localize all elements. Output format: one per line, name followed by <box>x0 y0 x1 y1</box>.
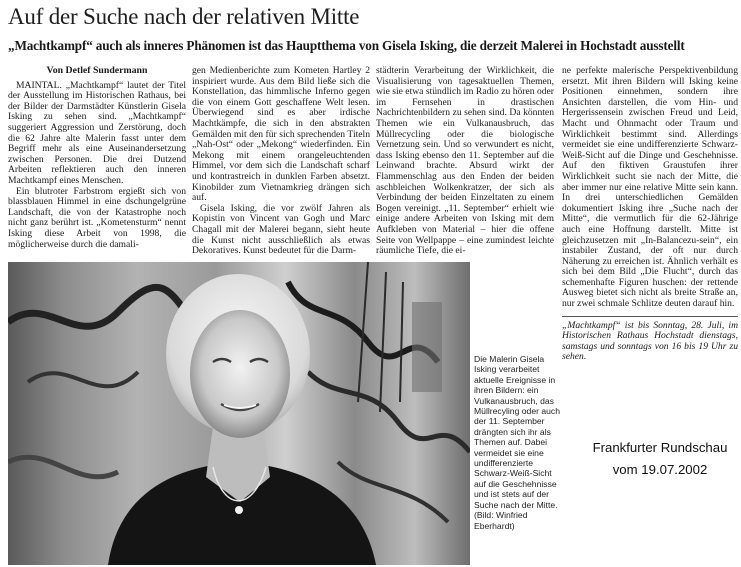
paragraph: MAINTAL. „Machtkampf“ lautet der Titel der Ausstellung im Historischen Rathaus, bei der Bilder der Darmstädter Künstlerin Gisela Isking zu sehen sind. „Machtkampf“ suggeriert Aggression und Zerstörung, doch die 62 Jahre alte Malerin fasst unter dem Begriff mehr als eine Auseinandersetzung zwischen Personen. Die drei Dutzend Arbeiten reflektieren auch den inneren Machtkampf eines Menschen. <box>8 79 186 186</box>
source-publication: Frankfurter Rundschau <box>592 440 728 455</box>
paragraph: städterin Verarbeitung der Wirklichkeit, die Visualisierung von tagesaktuellen Themen, wie sie etwa stündlich im Radio zu hören oder im Fernsehen in drastischen Nachrichtenbildern zu sehen sind. Da könnten Themen wie ein Vulkanausbruch, das Müllrecycling oder die biologische Vernetzung sein. Und so verwundert es nicht, dass Isking ebenso den 11. September auf die Leinwand brachte. Absurd wirkt der Flammenschlag aus den Enden der beiden aschbleichen Wolkenkratzer, der sich als Verbindung der beiden Einzeltaten zu einem Bogen vereinigt. „11. September“ erhielt wie einige andere Arbeiten von Isking mit dem Aufkleben von Material – hier die offene Seite von Wellpappe – eine zumindest leichte räumliche Tiefe, die ei- <box>376 66 554 257</box>
headline: Auf der Suche nach der relativen Mitte <box>8 4 360 29</box>
artist-photo <box>8 262 470 565</box>
subheadline: „Machtkampf“ auch als inneres Phänomen ist das Hauptthema von Gisela Isking, die derzeit Malerei in Hochstadt ausstellt <box>8 38 685 53</box>
article-column-1 <box>8 66 186 250</box>
paragraph: gen Medienberichte zum Kometen Hartley 2 inspiriert wurde. Aus dem Bild ließe sich die Konstellation, das himmlische Inferno gegen die von einem Gott geschaffene Welt lesen. Überwiegend sind es aber irdische Machtkämpfe, die sich in den abstrakten Gemälden mit den für sich sprechenden Titeln „Nah-Ost“ oder „Mekong“ wiederfinden. Ein Mekong mit einem orangeleuchtenden Himmel, vor dem sich die Landschaft scharf und kontrastreich in dunklen Farben absetzt. Kinobilder zum Vietnamkrieg drängen sich auf. <box>192 66 370 204</box>
paragraph: ne perfekte malerische Perspektivenbildung ersetzt. Mit ihren Bildern will Isking keine Positionen einnehmen, sondern ihre Ansichten darstellen, die vom Hin- und Hergerissensein zwischen Freud und Leid, Macht und Ohnmacht oder Traum und Wirklichkeit bestimmt sind. Allerdings vermeidet sie eine undifferenzierte Schwarz-Weiß-Sicht auf die Dinge und Geschehnisse. Auf den fiktiven Graustufen ihrer Wirklichkeit sucht sie nach der Mitte, die aber immer nur eine relative Mitte sein kann. In drei unterschiedlichen Gemälden dokumentiert Isking ihre „Suche nach der Mitte“, die vermutlich für die 62-Jährige auch eine Hoffnung darstellt. Mitte ist gleichzusetzen mit „In-Balancezu-sein“, ein instabiler Zustand, der oft nur durch Näherung zu erreichen ist. Ähnlich verhält es sich bei dem Bild „Die Flucht“, durch das schemenhafte Figuren huschen: der rettende Ausweg bietet sich nicht als breite Straße an, nur zwei schmale Schlitze deuten darauf hin. <box>562 66 738 310</box>
source-stamp <box>580 437 740 481</box>
byline: Von Detlef Sundermann <box>46 66 148 76</box>
paragraph: Ein blutroter Farbstrom ergießt sich von blassblauen Himmel in eine dschungelgrüne Landschaft, die von der Katastrophe noch nicht ganz berührt ist. „Kometensturm“ nennt Isking diese Arbeit von 1998, die möglicherweise durch die damali- <box>8 185 186 250</box>
article-column-2 <box>192 66 370 257</box>
photo-illustration <box>8 262 470 565</box>
article-column-3 <box>376 66 554 257</box>
source-date: vom 19.07.2002 <box>612 462 708 477</box>
paragraph: Gisela Isking, die vor zwölf Jahren als Kopistin von Vincent van Gogh und Marc Chagall mit der Malerei begann, sieht heute die Kunst nicht ausschließlich als etwas Dekoratives. Kunst bedeutet für die Darm- <box>192 202 370 257</box>
exhibition-note: „Machtkampf“ ist bis Sonntag, 28. Juli, im Historischen Rathaus Hochstadt dienstags, samstags und sonntags von 16 bis 19 Uhr zu sehen. <box>562 316 738 363</box>
photo-caption: Die Malerin Gisela Isking verarbeitet aktuelle Ereignisse in ihren Bildern: ein Vulkanausbruch, das Müllrecyling oder auch der 11. September drängten sich ihr als Themen auf. Dabei vermeidet sie eine undifferenzierte Schwarz-Weiß-Sicht auf die Geschehnisse und ist stets auf der Suche nach der Mitte. (Bild: Winfried Eberhardt) <box>474 354 560 531</box>
article-column-4 <box>562 66 738 363</box>
